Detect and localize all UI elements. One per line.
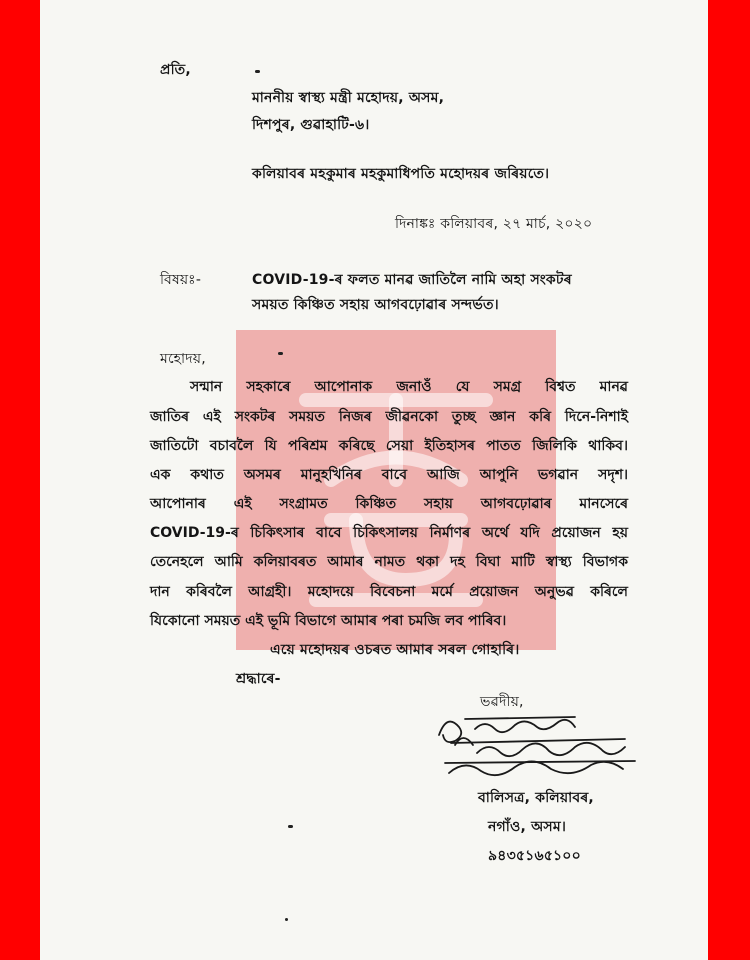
- recipient-line-2: দিশপুৰ, গুৱাহাটি-৬।: [252, 117, 370, 133]
- ink-speck: [288, 825, 293, 828]
- regards: শ্ৰদ্ধাৰে-: [236, 671, 281, 687]
- letter-page: [40, 0, 708, 960]
- subject-label: বিষয়ঃ-: [160, 272, 202, 288]
- yours-faithfully: ভৱদীয়,: [480, 694, 524, 710]
- body-line-1: সন্মান সহকাৰে আপোনাক জনাওঁ যে সমগ্ৰ বিশ্বত মানৱ: [190, 379, 628, 395]
- body-line-2: জাতিৰ এই সংকটৰ সময়ত নিজৰ জীৱনকো তুচ্ছ জ্ঞান কৰি দিনে-নিশাই: [150, 409, 628, 425]
- closing-request: এয়ে মহোদয়ৰ ওচৰত আমাৰ সৰল গোহাৰি।: [270, 642, 520, 658]
- ink-speck: [255, 70, 260, 73]
- salutation-to: প্ৰতি,: [160, 62, 191, 78]
- sender-address-line-2: নগাঁও, অসম।: [488, 819, 567, 835]
- ink-speck: [278, 352, 283, 355]
- sender-phone: ৯৪৩৫১৬৫১০০: [488, 848, 581, 864]
- greeting: মহোদয়,: [160, 351, 206, 367]
- letter-date: দিনাঙ্কঃ কলিয়াবৰ, ২৭ মাৰ্চ, ২০২০: [395, 216, 593, 232]
- body-line-8: দান কৰিবলৈ আগ্ৰহী। মহোদয়ে বিবেচনা মৰ্মে প্ৰয়োজন অনুভৱ কৰিলে: [150, 584, 628, 600]
- subject-line-1: COVID-19-ৰ ফলত মানৱ জাতিলৈ নামি অহা সংকটৰ: [252, 272, 572, 288]
- right-red-frame: [708, 0, 750, 960]
- recipient-line-1: মাননীয় স্বাস্থ্য মন্ত্ৰী মহোদয়, অসম,: [252, 90, 445, 106]
- left-red-frame: [0, 0, 40, 960]
- subject-line-2: সময়ত কিঞ্চিত সহায় আগবঢ়োৱাৰ সন্দৰ্ভত।: [252, 297, 499, 313]
- sender-address-line-1: বালিসত্ৰ, কলিয়াবৰ,: [478, 790, 594, 806]
- body-line-6: COVID-19-ৰ চিকিৎসাৰ বাবে চিকিৎসালয় নিৰ্মাণৰ অৰ্থে যদি প্ৰয়োজন হয়: [150, 525, 628, 541]
- ink-speck: [285, 918, 288, 921]
- body-line-3: জাতিটো বচাবলৈ যি পৰিশ্ৰম কৰিছে সেয়া ইতিহাসৰ পাতত জিলিকি থাকিব।: [150, 438, 628, 454]
- handwritten-signature: [425, 705, 645, 780]
- via-line: কলিয়াবৰ মহকুমাৰ মহকুমাধিপতি মহোদয়ৰ জৰিয়তে।: [252, 166, 550, 182]
- body-line-9: যিকোনো সময়ত এই ভূমি বিভাগে আমাৰ পৰা চমজি লব পাৰিব।: [150, 613, 507, 629]
- body-line-5: আপোনাৰ এই সংগ্ৰামত কিঞ্চিত সহায় আগবঢ়োৱাৰ মানসেৰে: [150, 496, 628, 512]
- body-line-7: তেনেহলে আমি কলিয়াবৰত আমাৰ নামত থকা দহ বিঘা মাটি স্বাস্থ্য বিভাগক: [150, 554, 628, 570]
- body-line-4: এক কথাত অসমৰ মানুহখিনিৰ বাবে আজি আপুনি ভগৱান সদৃশ।: [150, 467, 628, 483]
